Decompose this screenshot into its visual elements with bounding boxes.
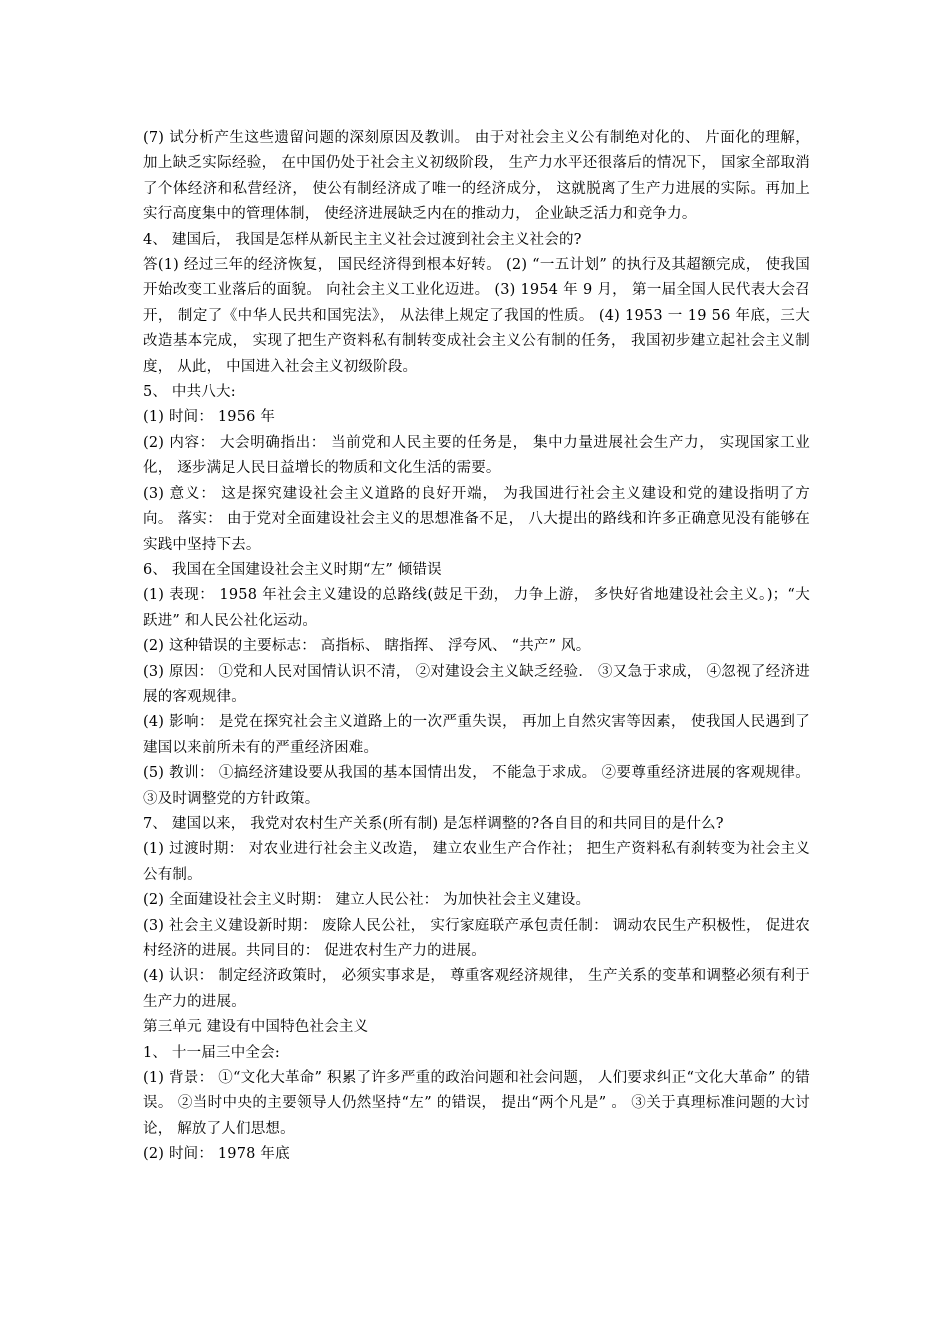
paragraph-q6-impact: (4) 影响： 是党在探究社会主义道路上的一次严重失误， 再加上自然灾害等因素， 使我国人民遇到了建国以来前所未有的严重经济困难。 [143, 714, 810, 756]
heading-q6-left-errors: 6、 我国在全国建设社会主义时期“左” 倾错误 [143, 561, 442, 578]
paragraph-q5-significance: (3) 意义： 这是探究建设社会主义道路的良好开端， 为我国进行社会主义建设和党的建设指明了方向。 落实： 由于党对全面建设社会主义的思想准备不足， 八大提出的路线和许多正确意见没有能够在实践中坚持下去。 [143, 485, 810, 553]
paragraph-q4-answer: 答(1) 经过三年的经济恢复， 国民经济得到根本好转。 (2) “一五计划” 的执行及其超额完成， 使我国开始改变工业落后的面貌。 向社会主义工业化迈进。 (3) 1954 年 9 月， 第一届全国人民代表大会召开， 制定了《中华人民共和国宪法》， 从法律上规定了我国的性质。 (4) 1953 一 19 56 年底，三大改造基本完成， 实现了把生产资料私有制转变成社会主义公有制的任务， 我国初步建立起社会主义制度， 从此， 中国进入社会主义初级阶段。 [143, 257, 810, 375]
paragraph-q6-manifestation: (1) 表现： 1958 年社会主义建设的总路线(鼓足干劲， 力争上游， 多快好省地建设社会主义。)；“大跃进” 和人民公社化运动。 [143, 587, 810, 629]
paragraph-causes-lessons: (7) 试分析产生这些遗留问题的深刻原因及教训。 由于对社会主义公有制绝对化的、 片面化的理解， 加上缺乏实际经验， 在中国仍处于社会主义初级阶段， 生产力水平还很落后的情况下， 国家全部取消了个体经济和私营经济， 使公有制经济成了唯一的经济成分， 这就脱离了生产力进展的实际。再加上实行高度集中的管理体制， 使经济进展缺乏内在的推动力， 企业缺乏活力和竞争力。 [143, 130, 810, 223]
paragraph-plenum-background: (1) 背景： ①“文化大革命” 积累了许多严重的政治问题和社会问题， 人们要求纠正“文化大革命” 的错误。 ②当时中央的主要领导人仍然坚持“左” 的错误， 提出“两个凡是” 。 ③关于真理标准问题的大讨论， 解放了人们思想。 [143, 1070, 810, 1137]
paragraph-q6-signs: (2) 这种错误的主要标志： 高指标、 瞎指挥、 浮夸风、 “共产” 风。 [143, 638, 591, 655]
heading-unit-three: 第三单元 建设有中国特色社会主义 [143, 1019, 369, 1036]
paragraph-q6-causes: (3) 原因： ①党和人民对国情认识不清， ②对建设会主义缺乏经验． ③又急于求成， ④忽视了经济进展的客观规律。 [143, 663, 810, 705]
paragraph-q5-content: (2) 内容： 大会明确指出： 当前党和人民主要的任务是， 集中力量进展社会生产力， 实现国家工业化， 逐步满足人民日益增长的物质和文化生活的需要。 [143, 434, 810, 477]
heading-q4-transition: 4、 建国后， 我国是怎样从新民主主义社会过渡到社会主义社会的? [143, 231, 582, 248]
paragraph-q7-understanding: (4) 认识： 制定经济政策时， 必须实事求是， 尊重客观经济规律， 生产关系的变革和调整必须有利于生产力的进展。 [143, 968, 810, 1010]
heading-q5-eighth-congress: 5、 中共八大: [143, 384, 236, 401]
document-body [143, 126, 810, 1168]
paragraph-plenum-time: (2) 时间： 1978 年底 [143, 1146, 290, 1163]
heading-third-plenum: 1、 十一届三中全会: [143, 1044, 280, 1061]
paragraph-q7-new-period: (3) 社会主义建设新时期： 废除人民公社， 实行家庭联产承包责任制： 调动农民生产积极性， 促进农村经济的进展。共同目的： 促进农村生产力的进展。 [143, 917, 810, 959]
heading-q7-rural-relations: 7、 建国以来， 我党对农村生产关系(所有制) 是怎样调整的?各自目的和共同目的是什么? [143, 815, 724, 832]
paragraph-q5-time: (1) 时间： 1956 年 [143, 409, 276, 426]
paragraph-q7-full-construction: (2) 全面建设社会主义时期： 建立人民公社： 为加快社会主义建设。 [143, 892, 591, 909]
paragraph-q6-lessons: (5) 教训： ①搞经济建设要从我国的基本国情出发， 不能急于求成。 ②要尊重经济进展的客观规律。 ③及时调整党的方针政策。 [143, 765, 810, 807]
paragraph-q7-transition: (1) 过渡时期： 对农业进行社会主义改造， 建立农业生产合作社； 把生产资料私有刹转变为社会主义公有制。 [143, 841, 810, 883]
